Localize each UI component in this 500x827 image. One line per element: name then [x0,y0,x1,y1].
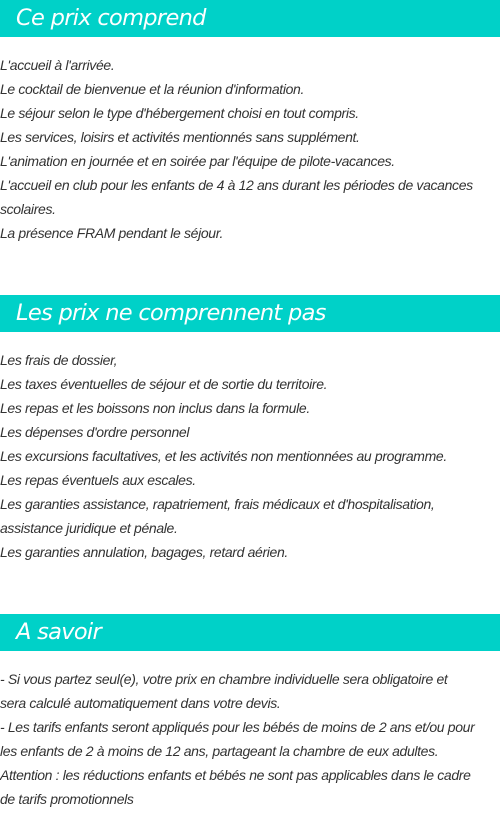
list-item: Les services, loisirs et activités mentionnés sans supplément. [0,129,360,145]
info-list [0,667,500,811]
list-item: L'accueil en club pour les enfants de 4 à 12 ans durant les périodes de vacances [0,177,473,193]
list-item: - Les tarifs enfants seront appliqués pour les bébés de moins de 2 ans et/ou pour [0,719,475,735]
list-item: sera calculé automatiquement dans votre devis. [0,695,281,711]
list-item: L'animation en journée et en soirée par l'équipe de pilote-vacances. [0,153,395,169]
list-item: Les repas et les boissons non inclus dans la formule. [0,400,310,416]
excluded-list [0,348,500,564]
list-item: Les garanties assistance, rapatriement, frais médicaux et d'hospitalisation, [0,496,435,512]
list-item: La présence FRAM pendant le séjour. [0,225,224,241]
section-header-ce-prix-comprend [0,0,500,37]
list-item: Les taxes éventuelles de séjour et de sortie du territoire. [0,376,328,392]
list-item: de tarifs promotionnels [0,791,134,807]
list-item: scolaires. [0,201,56,217]
list-item: Les excursions facultatives, et les activités non mentionnées au programme. [0,448,447,464]
list-item: assistance juridique et pénale. [0,520,178,536]
list-item: L'accueil à l'arrivée. [0,57,115,73]
list-item: Le cocktail de bienvenue et la réunion d'information. [0,81,304,97]
list-item: Les repas éventuels aux escales. [0,472,196,488]
section-title: Les prix ne comprennent pas [16,300,326,326]
list-item: les enfants de 2 à moins de 12 ans, partageant la chambre de eux adultes. [0,743,439,759]
list-item: Les dépenses d'ordre personnel [0,424,190,440]
section-header-prix-ne-comprennent-pas [0,295,500,332]
list-item: Le séjour selon le type d'hébergement choisi en tout compris. [0,105,359,121]
section-title: Ce prix comprend [16,5,206,31]
list-item: - Si vous partez seul(e), votre prix en chambre individuelle sera obligatoire et [0,671,448,687]
list-item: Les frais de dossier, [0,352,118,368]
list-item: Attention : les réductions enfants et bébés ne sont pas applicables dans le cadre [0,767,471,783]
included-list [0,53,500,245]
section-title: A savoir [16,619,102,645]
section-header-a-savoir [0,614,500,651]
list-item: Les garanties annulation, bagages, retard aérien. [0,544,288,560]
